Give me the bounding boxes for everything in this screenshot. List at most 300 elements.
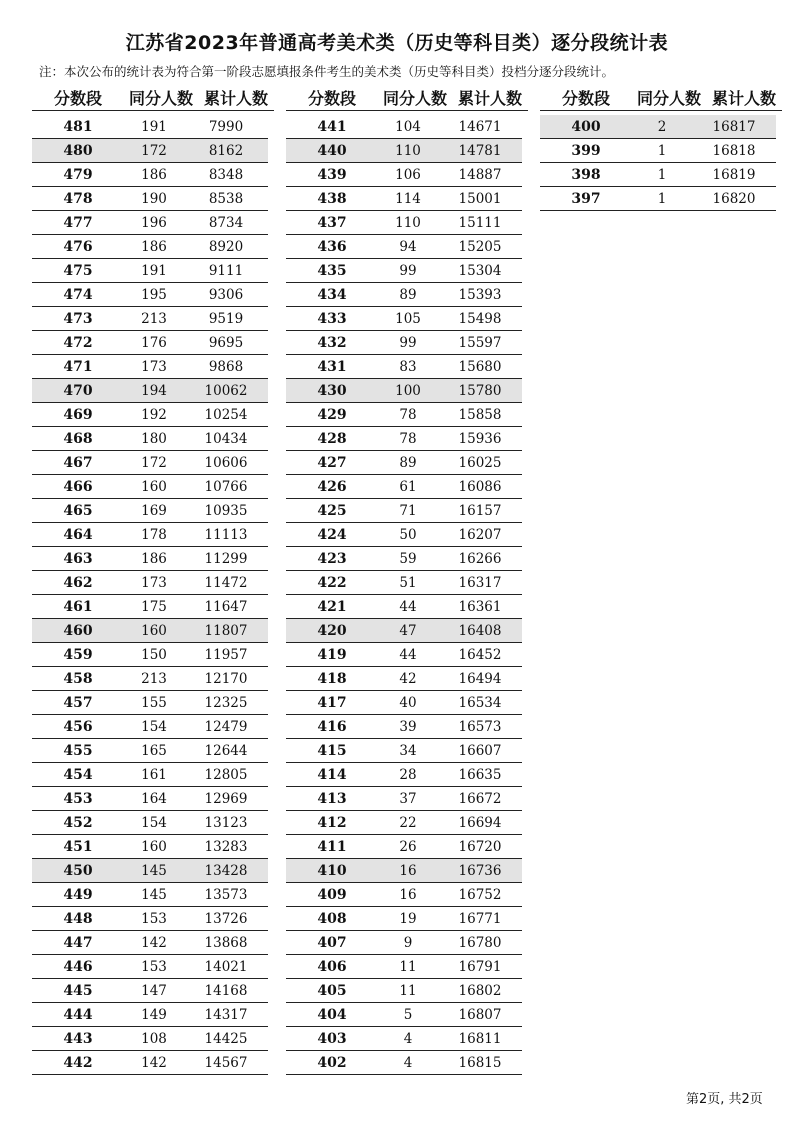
score-cell: 449 — [63, 886, 93, 903]
count-cell: 22 — [399, 814, 417, 831]
cumulative-cell: 12969 — [204, 790, 248, 807]
cumulative-cell: 8734 — [208, 214, 244, 231]
cumulative-cell: 15498 — [458, 310, 502, 327]
count-cell: 154 — [141, 814, 167, 831]
table-row — [32, 859, 268, 883]
score-cell: 422 — [317, 574, 347, 591]
count-cell: 142 — [141, 1054, 167, 1071]
score-cell: 429 — [317, 406, 347, 423]
table-row — [32, 907, 268, 931]
count-cell: 37 — [399, 790, 417, 807]
score-cell: 427 — [317, 454, 347, 471]
count-cell: 4 — [403, 1054, 413, 1071]
table-row — [286, 235, 522, 259]
score-cell: 470 — [63, 382, 93, 399]
score-cell: 476 — [63, 238, 93, 255]
cumulative-cell: 14567 — [204, 1054, 248, 1071]
page-number: 第2页, 共2页 — [686, 1092, 763, 1107]
table-row — [286, 163, 522, 187]
cumulative-cell: 16815 — [458, 1054, 502, 1071]
table-row — [32, 715, 268, 739]
count-cell: 2 — [657, 118, 667, 135]
cumulative-cell: 16819 — [712, 166, 756, 183]
cumulative-cell: 10766 — [204, 478, 248, 495]
count-cell: 104 — [395, 118, 421, 135]
cumulative-cell: 10935 — [204, 502, 248, 519]
table-body — [286, 115, 522, 1075]
score-cell: 425 — [317, 502, 347, 519]
score-cell: 480 — [63, 142, 93, 159]
count-cell: 154 — [141, 718, 167, 735]
cumulative-cell: 15858 — [458, 406, 502, 423]
table-row — [286, 427, 522, 451]
cumulative-cell: 11113 — [204, 526, 248, 543]
score-cell: 453 — [63, 790, 93, 807]
count-cell: 89 — [399, 286, 417, 303]
table-row — [286, 331, 522, 355]
score-cell: 438 — [317, 190, 347, 207]
table-row — [32, 379, 268, 403]
count-cell: 196 — [141, 214, 167, 231]
count-cell: 19 — [399, 910, 417, 927]
score-cell: 464 — [63, 526, 93, 543]
count-cell: 164 — [141, 790, 167, 807]
cumulative-cell: 16720 — [458, 838, 502, 855]
score-cell: 455 — [63, 742, 93, 759]
cumulative-cell: 14887 — [458, 166, 502, 183]
count-cell: 39 — [399, 718, 417, 735]
cumulative-cell: 16607 — [458, 742, 502, 759]
score-cell: 440 — [317, 142, 347, 159]
count-cell: 50 — [399, 526, 417, 543]
table-row — [32, 1027, 268, 1051]
table-row — [32, 787, 268, 811]
count-cell: 83 — [399, 358, 417, 375]
count-cell: 105 — [395, 310, 421, 327]
cumulative-cell: 16207 — [458, 526, 502, 543]
count-cell: 195 — [141, 286, 167, 303]
count-cell: 191 — [141, 118, 167, 135]
cumulative-cell: 16573 — [458, 718, 502, 735]
count-cell: 213 — [141, 670, 167, 687]
table-row — [540, 163, 776, 187]
score-cell: 418 — [317, 670, 347, 687]
cumulative-cell: 16771 — [458, 910, 502, 927]
table-row — [286, 547, 522, 571]
header-score: 分数段 — [561, 88, 610, 108]
count-cell: 114 — [395, 190, 421, 207]
cumulative-cell: 13428 — [204, 862, 248, 879]
cumulative-cell: 15304 — [458, 262, 502, 279]
cumulative-cell: 12325 — [204, 694, 248, 711]
count-cell: 94 — [399, 238, 417, 255]
table-row — [286, 883, 522, 907]
cumulative-cell: 13283 — [204, 838, 248, 855]
cumulative-cell: 14021 — [204, 958, 248, 975]
score-cell: 413 — [317, 790, 347, 807]
table-row — [32, 331, 268, 355]
score-cell: 441 — [317, 118, 347, 135]
table-row — [32, 475, 268, 499]
header-score: 分数段 — [53, 88, 102, 108]
table-body — [32, 115, 268, 1075]
table-row — [286, 739, 522, 763]
cumulative-cell: 16361 — [458, 598, 502, 615]
cumulative-cell: 13123 — [204, 814, 248, 831]
cumulative-cell: 16791 — [458, 958, 502, 975]
score-cell: 399 — [571, 142, 601, 159]
table-row — [32, 187, 268, 211]
table-row — [32, 451, 268, 475]
count-cell: 42 — [399, 670, 417, 687]
header-cumulative: 累计人数 — [203, 88, 268, 108]
table-row — [32, 619, 268, 643]
table-row — [286, 475, 522, 499]
table-row — [286, 115, 522, 139]
table-row — [32, 739, 268, 763]
table-column-3 — [540, 84, 782, 211]
count-cell: 172 — [141, 454, 167, 471]
score-cell: 406 — [317, 958, 347, 975]
table-row — [32, 547, 268, 571]
cumulative-cell: 9111 — [208, 262, 244, 279]
score-cell: 397 — [571, 190, 601, 207]
count-cell: 16 — [399, 862, 417, 879]
table-row — [32, 211, 268, 235]
table-row — [286, 931, 522, 955]
table-row — [286, 1051, 522, 1075]
cumulative-cell: 15111 — [458, 214, 502, 231]
cumulative-cell: 16494 — [458, 670, 502, 687]
score-cell: 459 — [63, 646, 93, 663]
table-row — [32, 595, 268, 619]
score-cell: 443 — [63, 1030, 93, 1047]
count-cell: 4 — [403, 1030, 413, 1047]
table-row — [32, 115, 268, 139]
cumulative-cell: 14317 — [204, 1006, 248, 1023]
count-cell: 26 — [399, 838, 417, 855]
table-row — [286, 859, 522, 883]
count-cell: 155 — [141, 694, 167, 711]
score-cell: 478 — [63, 190, 93, 207]
cumulative-cell: 12479 — [204, 718, 248, 735]
table-row — [32, 307, 268, 331]
table-note: 注：本次公布的统计表为符合第一阶段志愿填报条件考生的美术类（历史等科目类）投档分逐分段统计。 — [39, 64, 615, 79]
header-count: 同分人数 — [128, 88, 193, 108]
cumulative-cell: 16736 — [458, 862, 502, 879]
score-cell: 462 — [63, 574, 93, 591]
cumulative-cell: 9519 — [208, 310, 244, 327]
score-cell: 431 — [317, 358, 347, 375]
table-row — [32, 979, 268, 1003]
count-cell: 190 — [141, 190, 167, 207]
count-cell: 40 — [399, 694, 417, 711]
table-row — [32, 163, 268, 187]
count-cell: 213 — [141, 310, 167, 327]
count-cell: 108 — [141, 1030, 167, 1047]
table-row — [286, 355, 522, 379]
table-row — [286, 379, 522, 403]
table-row — [32, 955, 268, 979]
count-cell: 1 — [657, 142, 667, 159]
count-cell: 99 — [399, 334, 417, 351]
table-row — [32, 667, 268, 691]
count-cell: 173 — [141, 574, 167, 591]
score-cell: 450 — [63, 862, 93, 879]
table-row — [32, 811, 268, 835]
count-cell: 149 — [141, 1006, 167, 1023]
score-cell: 474 — [63, 286, 93, 303]
score-cell: 468 — [63, 430, 93, 447]
cumulative-cell: 16672 — [458, 790, 502, 807]
count-cell: 192 — [141, 406, 167, 423]
cumulative-cell: 8162 — [208, 142, 244, 159]
score-cell: 421 — [317, 598, 347, 615]
score-cell: 447 — [63, 934, 93, 951]
count-cell: 1 — [657, 190, 667, 207]
table-header — [32, 84, 274, 111]
header-score: 分数段 — [307, 88, 356, 108]
table-column-2 — [286, 84, 528, 1075]
count-cell: 11 — [399, 982, 417, 999]
score-cell: 444 — [63, 1006, 93, 1023]
table-row — [32, 1003, 268, 1027]
cumulative-cell: 16811 — [458, 1030, 502, 1047]
cumulative-cell: 10434 — [204, 430, 248, 447]
table-row — [286, 211, 522, 235]
cumulative-cell: 7990 — [208, 118, 244, 135]
score-cell: 417 — [317, 694, 347, 711]
score-cell: 419 — [317, 646, 347, 663]
cumulative-cell: 10606 — [204, 454, 248, 471]
table-row — [286, 571, 522, 595]
table-row — [286, 691, 522, 715]
count-cell: 110 — [395, 214, 421, 231]
score-cell: 471 — [63, 358, 93, 375]
cumulative-cell: 15597 — [458, 334, 502, 351]
score-cell: 415 — [317, 742, 347, 759]
count-cell: 5 — [403, 1006, 413, 1023]
cumulative-cell: 14168 — [204, 982, 248, 999]
cumulative-cell: 16807 — [458, 1006, 502, 1023]
table-row — [32, 883, 268, 907]
cumulative-cell: 8920 — [208, 238, 244, 255]
cumulative-cell: 16452 — [458, 646, 502, 663]
score-cell: 463 — [63, 550, 93, 567]
cumulative-cell: 15680 — [458, 358, 502, 375]
cumulative-cell: 16266 — [458, 550, 502, 567]
header-count: 同分人数 — [382, 88, 447, 108]
score-cell: 445 — [63, 982, 93, 999]
page-title: 江苏省2023年普通高考美术类（历史等科目类）逐分段统计表 — [125, 32, 669, 54]
table-row — [286, 907, 522, 931]
count-cell: 28 — [399, 766, 417, 783]
count-cell: 71 — [399, 502, 417, 519]
table-row — [286, 715, 522, 739]
count-cell: 153 — [141, 910, 167, 927]
score-cell: 458 — [63, 670, 93, 687]
table-header — [540, 84, 782, 111]
cumulative-cell: 14781 — [458, 142, 502, 159]
score-cell: 404 — [317, 1006, 347, 1023]
cumulative-cell: 11472 — [204, 574, 248, 591]
count-cell: 142 — [141, 934, 167, 951]
table-row — [286, 595, 522, 619]
count-cell: 160 — [141, 478, 167, 495]
table-row — [32, 571, 268, 595]
table-row — [286, 403, 522, 427]
count-cell: 89 — [399, 454, 417, 471]
cumulative-cell: 16780 — [458, 934, 502, 951]
score-cell: 403 — [317, 1030, 347, 1047]
score-cell: 467 — [63, 454, 93, 471]
table-row — [286, 499, 522, 523]
score-cell: 402 — [317, 1054, 347, 1071]
cumulative-cell: 16408 — [458, 622, 502, 639]
table-row — [32, 427, 268, 451]
cumulative-cell: 9868 — [208, 358, 244, 375]
table-row — [286, 451, 522, 475]
table-row — [32, 235, 268, 259]
cumulative-cell: 16025 — [458, 454, 502, 471]
count-cell: 160 — [141, 622, 167, 639]
count-cell: 99 — [399, 262, 417, 279]
score-cell: 409 — [317, 886, 347, 903]
cumulative-cell: 15001 — [458, 190, 502, 207]
count-cell: 180 — [141, 430, 167, 447]
cumulative-cell: 13868 — [204, 934, 248, 951]
table-row — [32, 355, 268, 379]
score-cell: 405 — [317, 982, 347, 999]
count-cell: 34 — [399, 742, 417, 759]
score-cell: 452 — [63, 814, 93, 831]
cumulative-cell: 15393 — [458, 286, 502, 303]
count-cell: 145 — [141, 862, 167, 879]
cumulative-cell: 16157 — [458, 502, 502, 519]
cumulative-cell: 12644 — [204, 742, 248, 759]
count-cell: 16 — [399, 886, 417, 903]
score-cell: 466 — [63, 478, 93, 495]
count-cell: 165 — [141, 742, 167, 759]
score-cell: 457 — [63, 694, 93, 711]
score-cell: 435 — [317, 262, 347, 279]
score-cell: 432 — [317, 334, 347, 351]
score-cell: 412 — [317, 814, 347, 831]
score-cell: 434 — [317, 286, 347, 303]
cumulative-cell: 8348 — [208, 166, 244, 183]
count-cell: 194 — [141, 382, 167, 399]
table-row — [286, 187, 522, 211]
score-cell: 433 — [317, 310, 347, 327]
table-row — [32, 259, 268, 283]
table-row — [32, 403, 268, 427]
count-cell: 176 — [141, 334, 167, 351]
cumulative-cell: 12805 — [204, 766, 248, 783]
table-row — [286, 787, 522, 811]
count-cell: 106 — [395, 166, 421, 183]
table-row — [286, 955, 522, 979]
score-cell: 469 — [63, 406, 93, 423]
table-column-1 — [32, 84, 274, 1075]
cumulative-cell: 11647 — [204, 598, 248, 615]
score-cell: 436 — [317, 238, 347, 255]
cumulative-cell: 15205 — [458, 238, 502, 255]
table-row — [286, 139, 522, 163]
score-cell: 454 — [63, 766, 93, 783]
table-row — [32, 523, 268, 547]
score-cell: 426 — [317, 478, 347, 495]
score-cell: 446 — [63, 958, 93, 975]
table-row — [286, 643, 522, 667]
count-cell: 44 — [399, 646, 417, 663]
score-cell: 460 — [63, 622, 93, 639]
table-row — [32, 283, 268, 307]
cumulative-cell: 16086 — [458, 478, 502, 495]
score-cell: 408 — [317, 910, 347, 927]
count-cell: 178 — [141, 526, 167, 543]
score-cell: 437 — [317, 214, 347, 231]
header-count: 同分人数 — [636, 88, 701, 108]
cumulative-cell: 16635 — [458, 766, 502, 783]
count-cell: 78 — [399, 430, 417, 447]
count-cell: 78 — [399, 406, 417, 423]
cumulative-cell: 16820 — [712, 190, 756, 207]
table-row — [286, 835, 522, 859]
score-cell: 461 — [63, 598, 93, 615]
table-row — [286, 259, 522, 283]
count-cell: 147 — [141, 982, 167, 999]
count-cell: 169 — [141, 502, 167, 519]
score-cell: 472 — [63, 334, 93, 351]
table-row — [32, 691, 268, 715]
table-row — [286, 523, 522, 547]
table-row — [32, 139, 268, 163]
score-cell: 398 — [571, 166, 601, 183]
score-cell: 414 — [317, 766, 347, 783]
count-cell: 153 — [141, 958, 167, 975]
count-cell: 186 — [141, 238, 167, 255]
score-cell: 410 — [317, 862, 347, 879]
table-row — [540, 187, 776, 211]
score-cell: 451 — [63, 838, 93, 855]
header-cumulative: 累计人数 — [457, 88, 522, 108]
score-cell: 475 — [63, 262, 93, 279]
table-body — [540, 115, 776, 211]
table-row — [32, 499, 268, 523]
table-row — [286, 1027, 522, 1051]
cumulative-cell: 16802 — [458, 982, 502, 999]
score-cell: 448 — [63, 910, 93, 927]
count-cell: 9 — [403, 934, 413, 951]
score-cell: 416 — [317, 718, 347, 735]
table-row — [286, 763, 522, 787]
count-cell: 150 — [141, 646, 167, 663]
cumulative-cell: 11957 — [204, 646, 248, 663]
count-cell: 186 — [141, 550, 167, 567]
count-cell: 61 — [399, 478, 417, 495]
cumulative-cell: 16818 — [712, 142, 756, 159]
score-cell: 424 — [317, 526, 347, 543]
cumulative-cell: 15936 — [458, 430, 502, 447]
table-row — [32, 643, 268, 667]
table-row — [286, 307, 522, 331]
count-cell: 110 — [395, 142, 421, 159]
cumulative-cell: 14425 — [204, 1030, 248, 1047]
score-cell: 481 — [63, 118, 93, 135]
score-cell: 477 — [63, 214, 93, 231]
table-row — [540, 115, 776, 139]
cumulative-cell: 11299 — [204, 550, 248, 567]
